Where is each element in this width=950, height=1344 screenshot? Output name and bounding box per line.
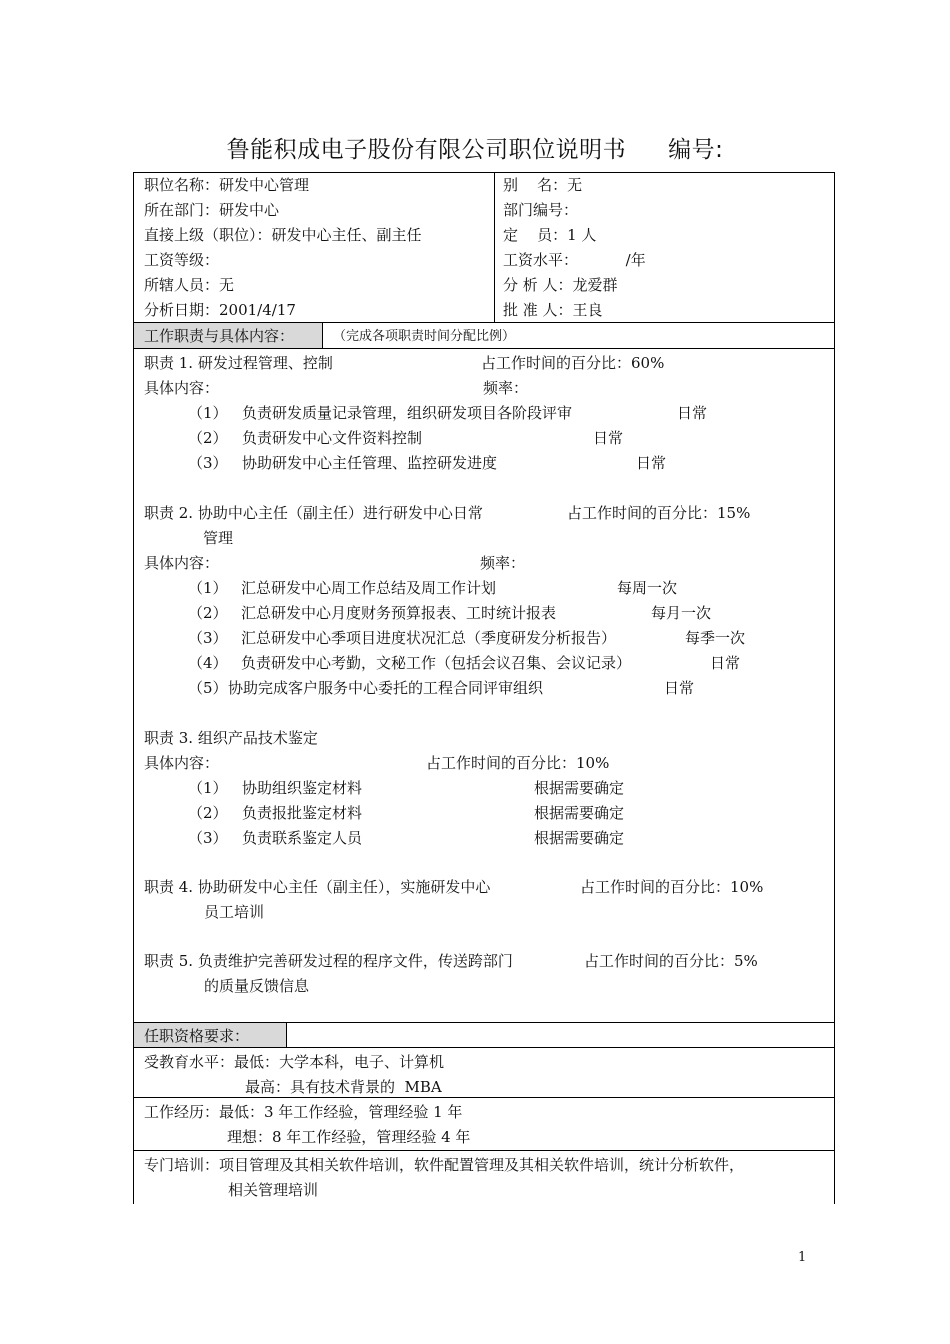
- duty-1-title: 职责 1. 研发过程管理、控制: [144, 354, 333, 372]
- list-item-text: 汇总研发中心季项目进度状况汇总（季度研发分析报告）: [241, 629, 617, 647]
- duty-4-title-cont: 员工培训: [204, 903, 265, 921]
- duty-3-percent: 占工作时间的百分比：10%: [426, 754, 610, 772]
- duty-1-freq-label: 频率：: [483, 379, 529, 397]
- education-max: 最高：具有技术背景的 MBA: [245, 1078, 442, 1096]
- duty-5-title: 职责 5. 负责维护完善研发过程的程序文件，传送跨部门: [144, 952, 513, 970]
- list-item-text: 负责研发中心考勤，文秘工作（包括会议召集、会议记录）: [241, 654, 632, 672]
- list-item-text: 协助完成客户服务中心委托的工程合同评审组织: [228, 679, 544, 697]
- qualifications-header: 任职资格要求：: [144, 1027, 250, 1045]
- list-item-text: 负责研发质量记录管理，组织研发项目各阶段评审: [242, 404, 573, 422]
- list-item-freq: 日常: [636, 454, 667, 472]
- list-item-num: （3）: [188, 454, 228, 472]
- list-item-freq: 根据需要确定: [534, 829, 625, 847]
- duties-header: 工作职责与具体内容：: [144, 327, 295, 345]
- info-subordinates: 所辖人员：无: [144, 276, 235, 294]
- duty-3-title: 职责 3. 组织产品技术鉴定: [144, 729, 318, 747]
- list-item-text: 负责联系鉴定人员: [242, 829, 363, 847]
- document-title: [0, 131, 950, 164]
- duty-1-content-label: 具体内容：: [144, 379, 220, 397]
- info-department: 所在部门：研发中心: [144, 201, 280, 219]
- code-label: 编号:: [668, 137, 724, 163]
- info-alias: 别 名：无: [503, 176, 583, 194]
- info-grade: 工资等级：: [144, 251, 220, 269]
- title-text: 鲁能积成电子股份有限公司职位说明书: [226, 137, 627, 163]
- list-item-text: 汇总研发中心月度财务预算报表、工时统计报表: [241, 604, 557, 622]
- list-item-num: （5）: [188, 679, 228, 697]
- experience-min: 工作经历：最低：3 年工作经验，管理经验 1 年: [144, 1103, 463, 1121]
- duty-2-title-cont: 管理: [203, 529, 234, 547]
- duty-2-content-label: 具体内容：: [144, 554, 220, 572]
- list-item-text: 负责报批鉴定材料: [242, 804, 363, 822]
- duties-note: （完成各项职责时间分配比例）: [333, 329, 516, 344]
- duty-5-percent: 占工作时间的百分比：5%: [584, 952, 758, 970]
- list-item-text: 汇总研发中心周工作总结及周工作计划: [241, 579, 497, 597]
- list-item-num: （3）: [188, 829, 228, 847]
- list-item-num: （1）: [188, 779, 228, 797]
- info-approver: 批 准 人：王良: [503, 301, 603, 319]
- list-item-freq: 每月一次: [651, 604, 712, 622]
- list-item-freq: 根据需要确定: [534, 779, 625, 797]
- duty-2-percent: 占工作时间的百分比：15%: [567, 504, 751, 522]
- duty-5-title-cont: 的质量反馈信息: [204, 977, 310, 995]
- info-position: 职位名称：研发中心管理: [144, 176, 310, 194]
- info-salary: 工资水平： /年: [503, 251, 646, 269]
- info-analyst: 分 析 人：龙爱群: [503, 276, 618, 294]
- info-dept-code: 部门编号：: [503, 201, 579, 219]
- list-item-num: （1）: [188, 404, 228, 422]
- list-item-freq: 日常: [593, 429, 624, 447]
- info-headcount: 定 员：1 人: [503, 226, 597, 244]
- education-min: 受教育水平：最低：大学本科，电子、计算机: [144, 1053, 445, 1071]
- list-item-text: 协助组织鉴定材料: [242, 779, 363, 797]
- list-item-num: （4）: [188, 654, 228, 672]
- duty-3-content-label: 具体内容：: [144, 754, 220, 772]
- list-item-freq: 日常: [664, 679, 695, 697]
- training-text: 专门培训：项目管理及其相关软件培训，软件配置管理及其相关软件培训，统计分析软件，: [144, 1156, 745, 1174]
- duty-2-freq-label: 频率：: [480, 554, 526, 572]
- list-item-freq: 日常: [710, 654, 741, 672]
- list-item-num: （2）: [188, 804, 228, 822]
- list-item-num: （2）: [188, 604, 228, 622]
- duty-2-title: 职责 2. 协助中心主任（副主任）进行研发中心日常: [144, 504, 483, 522]
- list-item-num: （1）: [188, 579, 228, 597]
- list-item-freq: 日常: [677, 404, 708, 422]
- info-superior: 直接上级（职位）：研发中心主任、副主任: [144, 226, 422, 244]
- page-number: 1: [798, 1250, 807, 1265]
- list-item-text: 负责研发中心文件资料控制: [242, 429, 423, 447]
- list-item-freq: 每季一次: [685, 629, 746, 647]
- list-item-freq: 每周一次: [617, 579, 678, 597]
- list-item-num: （3）: [188, 629, 228, 647]
- duty-4-percent: 占工作时间的百分比：10%: [580, 878, 764, 896]
- list-item-num: （2）: [188, 429, 228, 447]
- info-date: 分析日期：2001/4/17: [144, 301, 296, 319]
- list-item-freq: 根据需要确定: [534, 804, 625, 822]
- experience-ideal: 理想：8 年工作经验，管理经验 4 年: [227, 1128, 471, 1146]
- duty-4-title: 职责 4. 协助研发中心主任（副主任），实施研发中心: [144, 878, 491, 896]
- training-cont: 相关管理培训: [228, 1181, 319, 1199]
- list-item-text: 协助研发中心主任管理、监控研发进度: [242, 454, 498, 472]
- duty-1-percent: 占工作时间的百分比：60%: [481, 354, 665, 372]
